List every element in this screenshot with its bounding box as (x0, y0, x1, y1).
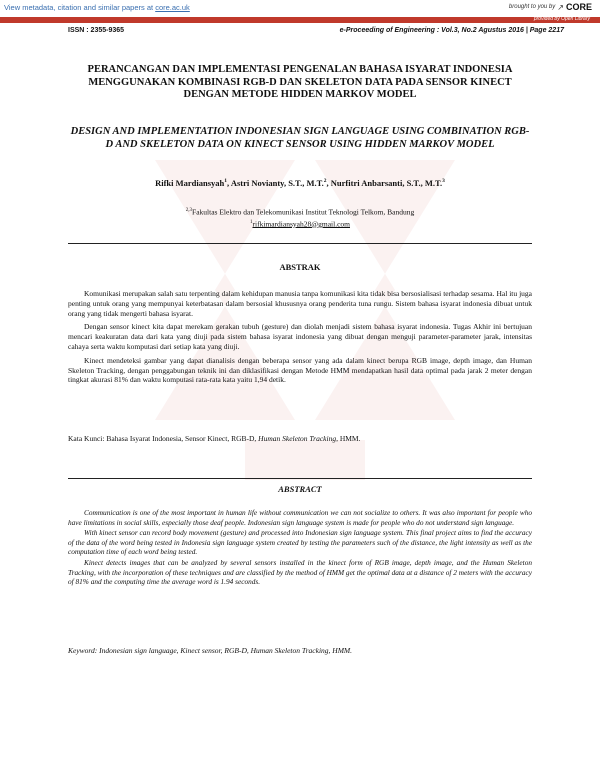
core-domain-link[interactable]: core.ac.uk (155, 3, 190, 12)
abstrak-paragraph: Kinect mendeteksi gambar yang dapat dianalisis dengan beberapa sensor yang ada dalam kinect berupa RGB image, depth image, dan Human Skeleton Tracking, dengan penggabungan teknik ini dan diklasifikasi dengan Metode HMM mendapatkan hasil data optimal pada jarak 2 meter dengan tingkat akurasi 81% dan waktu komputasi rata-rata kata yaitu 1,94 detik. (68, 355, 532, 385)
abstrak-paragraph: Dengan sensor kinect kita dapat merekam gerakan tubuh (gesture) dan diolah menjadi sistem bahasa isyarat indonesia. Tugas Akhir ini bertujuan mencari keakuratan data dari kata yang diuji pada sistem bahasa isyarat indonesia yang dibuat dengan menguji parameter-parameter jarak, intensitas cahaya serta waktu komputasi dari setiap kata yang diuji. (68, 322, 532, 351)
abstrak-heading: ABSTRAK (279, 262, 321, 272)
core-logo: CORE (565, 2, 592, 12)
author-3: , Nurfitri Anbarsanti, S.T., M.T. (326, 177, 443, 188)
section-divider (68, 243, 532, 244)
core-brand[interactable]: brought to you by ↗ CORE (508, 2, 592, 12)
issn-label: ISSN : 2355-9365 (68, 27, 125, 34)
keywords-english: Keyword: Indonesian sign language, Kinect sensor, RGB-D, Human Skeleton Tracking, HMM. (68, 646, 353, 655)
affiliation: $^{2,3}$Fakultas Elektro dan Telekomunikasi Institut Teknologi Telkom, Bandung $^1$rifkimardiansyah28@gmail.com (185, 207, 415, 228)
abstract-paragraph: Communication is one of the most important in human life without communication we can not socialize to others. It was also important for people who have limitations in social skills, especially those deaf people. Indonesian sign language system is made for people who do not understand sign language. (68, 508, 532, 527)
provided-by-label: provided by Open Library (533, 16, 590, 22)
abstract-paragraph: With kinect sensor can record body movement (gesture) and processed into Indonesian sign language system. This final project aims to find the accuracy of the data of the word being tested in Indonesia sign language system created by testing the parameters such of the distance, the light intensity as well as the computation time of each word being tested. (68, 528, 532, 557)
paper-title-english: DESIGN AND IMPLEMENTATION INDONESIAN SIGN LANGUAGE USING COMBINATION RGB-D AND SKELETON DATA ON KINECT SENSOR USING HIDDEN MARKOV MODEL (70, 126, 530, 150)
paper-title-indonesian: PERANCANGAN DAN IMPLEMENTASI PENGENALAN BAHASA ISYARAT INDONESIA MENGGUNAKAN KOMBINASI RGB-D DAN SKELETON DATA PADA SENSOR KINECT DENGAN METODE HIDDEN MARKOV MODEL (87, 64, 513, 100)
faculty-name: Fakultas Elektro dan Telekomunikasi Institut Teknologi Telkom, Bandung (192, 207, 415, 217)
journal-citation: e-Proceeding of Engineering : Vol.3, No.2 Agustus 2016 | Page 2217 (339, 27, 564, 34)
abstract-paragraph: Kinect detects images that can be analyzed by several sensors installed in the kinect form of RGB image, depth image, and the Human Skeleton Tracking, with the incorporation of these techniques and are classified by the method of HMM get the optimal data at a distance of 2 meters with the accuracy of 81% and the computing time the average word is 1.94 seconds. (68, 557, 532, 587)
section-divider (68, 478, 532, 479)
abstrak-paragraph: Komunikasi merupakan salah satu terpenting dalam kehidupan manusia tanpa komunikasi kita tidak bisa bersosialisasi terhadap sesama. Hal itu juga penting untuk orang yang mempunyai keterbatasan dalam bersosial khususnya orang penderita tuna rungu. Sistem bahasa isyarat indonesia dibuat untuk orang yang tidak mengerti bahasa isyarat. (68, 289, 532, 318)
author-1: Rifki Mardiansyah (155, 177, 225, 188)
abstract-heading: ABSTRACT (278, 484, 322, 494)
kata-kunci: Kata Kunci: Bahasa Isyarat Indonesia, Sensor Kinect, RGB-D, Human Skeleton Tracking, HMM. (68, 434, 361, 443)
journal-header (68, 27, 564, 34)
abstract-body (68, 508, 532, 588)
author-2: , Astri Novianty, S.T., M.T. (227, 177, 324, 188)
core-provider-strip (0, 17, 600, 23)
core-banner (0, 0, 600, 28)
core-arrow-icon: ↗ (557, 2, 564, 12)
author-email-link[interactable]: rifkimardiansyah28@gmail.com (252, 219, 350, 228)
abstrak-body (68, 289, 532, 389)
core-metadata-link[interactable]: View metadata, citation and similar papers at core.ac.uk (4, 3, 190, 12)
author-list: Rifki Mardiansyah$^1$, Astri Novianty, S.T., M.T.$^2$, Nurfitri Anbarsanti, S.T., M.T.$^3$ (155, 177, 445, 188)
